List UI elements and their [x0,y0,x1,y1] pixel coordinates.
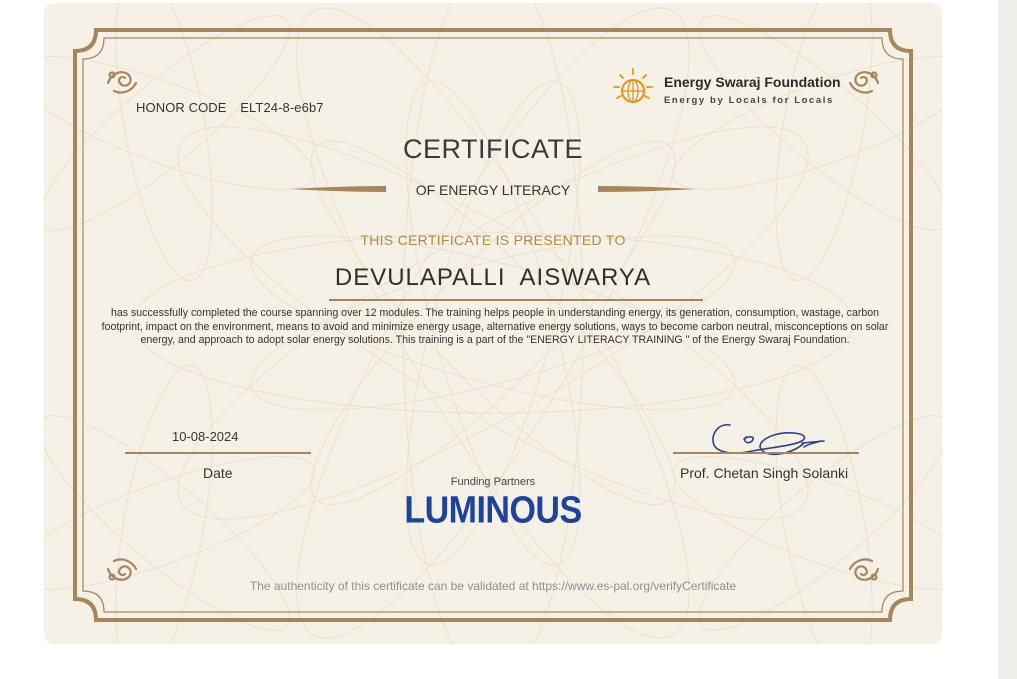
signer-name: Prof. Chetan Singh Solanki [680,465,849,481]
corner-ornament-br [850,559,878,579]
signature-image [704,413,834,463]
honor-code-value: ELT24-8-e6b7 [240,100,324,115]
corner-ornament-tl [108,72,136,92]
org-tagline: Energy by Locals for Locals [664,95,834,106]
issue-date: 10-08-2024 [172,429,239,444]
date-underline [125,452,311,454]
certificate-body: has successfully completed the course spanning over 12 modules. The training helps people in understanding energy, its generation, consumption, wastage, carbon footprint, impact on the environment, means to avoid and minimize energy usage, alternative energy solutions, ways to become carbon neutral, misconceptions on solar energy, and approach to adopt solar energy solutions. This training is a part of the "ENERGY LITERACY TRAINING " of the Energy Swaraj Foundation. [101,307,889,346]
sun-globe-icon [612,67,654,111]
page-background-strip [998,0,1017,679]
certificate-title: CERTIFICATE [402,134,583,164]
corner-ornament-bl [108,559,136,579]
name-underline [329,299,703,301]
presented-to-label: THIS CERTIFICATE IS PRESENTED TO [360,232,626,248]
honor-code [136,100,324,115]
certificate [44,3,942,644]
validation-note: The authenticity of this certificate can be validated at https://www.es-pal.org/verifyCertificate [249,579,737,593]
luminous-logo: LUMINOUS [404,489,582,532]
funding-partners-label: Funding Partners [450,476,536,488]
signature-underline [673,452,859,454]
date-label: Date [203,465,233,481]
org-name: Energy Swaraj Foundation [664,74,841,90]
recipient-name: DEVULAPALLI AISWARYA [334,264,652,291]
certificate-subtitle: OF ENERGY LITERACY [415,182,571,198]
honor-code-label: HONOR CODE [136,100,227,115]
corner-ornament-tr [850,72,878,92]
